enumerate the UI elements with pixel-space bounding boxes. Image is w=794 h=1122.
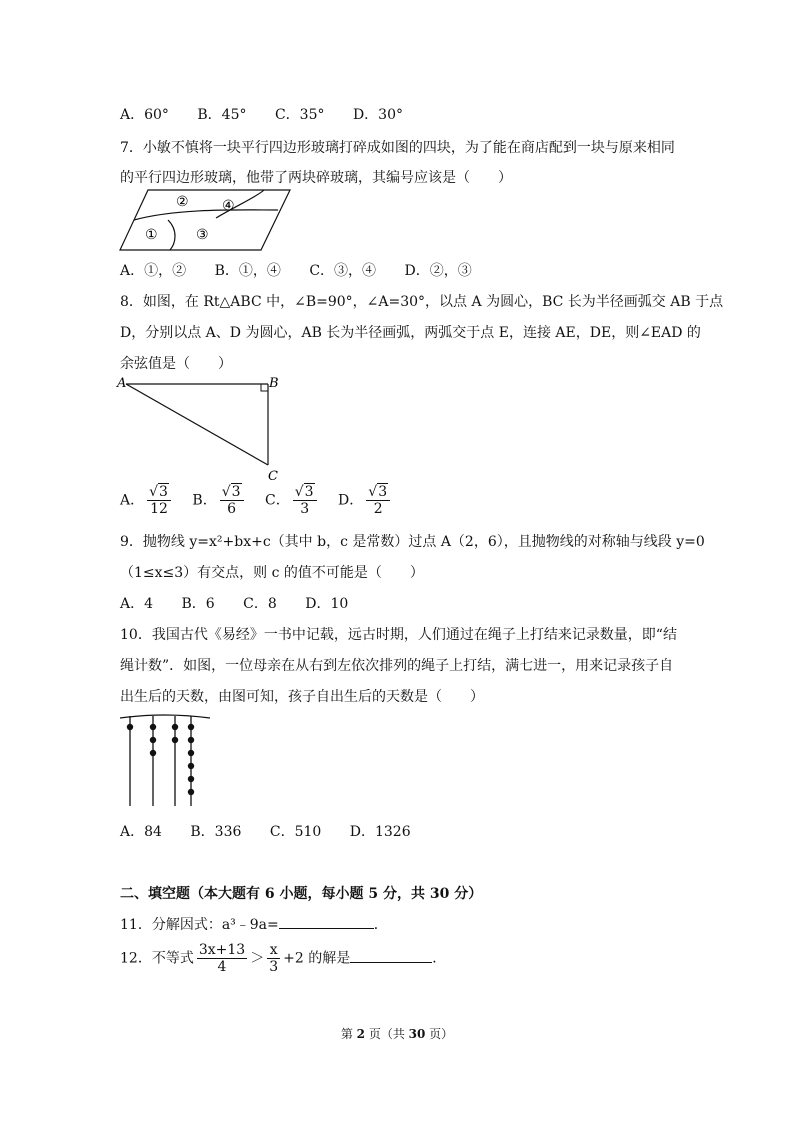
q7-stem-line1: 7．小敏不慎将一块平行四边形玻璃打碎成如图的四块，为了能在商店配到一块与原来相同	[120, 140, 675, 156]
knot-dot	[150, 724, 156, 730]
q8-option-c	[265, 484, 320, 517]
q8-option-d-denominator: 2	[373, 501, 383, 517]
q9-option-a: A．4	[120, 596, 154, 612]
piece-label-4: ④	[222, 198, 235, 214]
side-ac	[126, 384, 268, 465]
q11-answer-blank[interactable]	[279, 914, 374, 929]
q11-line	[120, 914, 388, 934]
q8-stem-line3: 余弦值是（ ）	[120, 356, 232, 372]
knot-dot	[188, 763, 194, 769]
q10-option-a: A．84	[120, 824, 162, 840]
sqrt-sign: √	[149, 484, 159, 500]
q11-prefix: 11．分解因式：a³﹣9a=	[120, 917, 279, 933]
page-footer	[0, 1025, 794, 1042]
footer-page-number: 2	[356, 1027, 365, 1041]
q12-fraction-2-denominator: 3	[269, 959, 279, 975]
q12-suffix: ．	[432, 950, 447, 967]
q9-option-c: C．8	[243, 596, 277, 612]
q6-option-b: B．45°	[197, 107, 247, 123]
knot-dot	[172, 737, 178, 743]
q11-suffix: ．	[373, 917, 388, 933]
q7-stem-line2: 的平行四边形玻璃，他带了两块碎玻璃，其编号应该是（ ）	[120, 170, 512, 186]
q9-option-b: B．6	[181, 596, 215, 612]
q12-fraction-1-numerator: 3x+13	[198, 942, 246, 958]
footer-mid: 页（共	[365, 1027, 409, 1041]
q8-stem-line1: 8．如图，在 Rt△ABC 中，∠B=90°，∠A=30°，以点 A 为圆心，BC 长为半径画弧交 AB 于点	[120, 294, 724, 310]
vertex-a: A	[117, 376, 127, 391]
q8-option-a-fraction	[147, 484, 171, 517]
q7-option-b: B．①，④	[214, 263, 281, 279]
q9-options	[120, 593, 372, 613]
q8-option-d-label: D．	[338, 492, 364, 509]
q10-options	[120, 821, 435, 841]
crack-line-2	[168, 220, 175, 250]
right-triangle-figure	[116, 374, 286, 484]
vertex-c: C	[268, 469, 278, 484]
q8-option-d-radicand: 3	[378, 484, 388, 500]
section-fill-in-title: 二、填空题（本大题有 6 小题，每小题 5 分，共 30 分）	[120, 886, 483, 902]
q9-stem-line1: 9．抛物线 y=x²+bx+c（其中 b，c 是常数）过点 A（2，6），且抛物线的对称轴与线段 y=0	[120, 534, 705, 550]
q12-middle: +2 的解是	[283, 950, 351, 967]
knot-dot	[150, 750, 156, 756]
q12-prefix: 12．不等式	[120, 950, 194, 967]
knot-dot	[188, 737, 194, 743]
knot-dot	[188, 789, 194, 795]
q12-line	[120, 942, 446, 975]
q8-option-b-denominator: 6	[227, 501, 237, 517]
q8-option-a	[120, 484, 174, 517]
q6-option-d: D．30°	[352, 107, 403, 123]
q8-option-c-label: C．	[265, 492, 290, 509]
knot-dot	[150, 737, 156, 743]
q9-option-d: D．10	[305, 596, 349, 612]
q10-stem-line1: 10．我国古代《易经》一书中记载，远古时期，人们通过在绳子上打结来记录数量，即“结	[120, 627, 677, 643]
q12-fraction-2	[267, 942, 280, 975]
knotted-ropes-figure	[118, 710, 213, 810]
knot-dot	[127, 724, 133, 730]
sqrt-sign: √	[221, 484, 231, 500]
q6-option-c: C．35°	[274, 107, 325, 123]
q6-options	[120, 104, 427, 124]
footer-pre: 第	[340, 1027, 357, 1041]
q12-fraction-2-numerator: x	[267, 942, 280, 959]
q12-fraction-1-denominator: 4	[217, 959, 227, 975]
q10-stem-line3: 出生后的天数，由图可知，孩子自出生后的天数是（ ）	[120, 689, 484, 705]
q7-option-c: C．③，④	[309, 263, 377, 279]
footer-post: 页）	[425, 1027, 454, 1041]
q6-option-a: A．60°	[120, 107, 169, 123]
q7-option-a: A．①，②	[120, 263, 187, 279]
rope-bar	[120, 715, 210, 718]
vertex-b: B	[269, 376, 279, 391]
q8-stem-line2: D，分别以点 A、D 为圆心，AB 长为半径画弧，两弧交于点 E，连接 AE，DE，则∠EAD 的	[120, 325, 701, 341]
knot-dot	[188, 750, 194, 756]
q12-answer-blank[interactable]	[350, 948, 432, 963]
q8-option-b-radicand: 3	[231, 484, 241, 500]
q10-option-c: C．510	[269, 824, 322, 840]
q10-option-b: B．336	[190, 824, 242, 840]
q10-option-d: D．1326	[349, 824, 411, 840]
q8-option-c-fraction	[293, 484, 317, 517]
q8-option-b-fraction	[220, 484, 244, 517]
q12-greater-than: ＞	[250, 950, 265, 967]
broken-parallelogram-figure	[118, 188, 293, 253]
right-angle-mark	[261, 384, 268, 391]
knot-dot	[188, 724, 194, 730]
q8-option-b-label: B．	[192, 492, 217, 509]
sqrt-sign: √	[368, 484, 378, 500]
q8-option-a-label: A．	[120, 492, 145, 509]
knot-dot	[172, 724, 178, 730]
q8-option-d-fraction	[366, 484, 390, 517]
q12-fraction-1	[197, 942, 247, 975]
q8-option-a-radicand: 3	[159, 484, 168, 500]
q8-options	[120, 484, 417, 517]
q7-option-d: D．②，③	[404, 263, 472, 279]
piece-label-2: ②	[176, 194, 189, 210]
q8-option-a-denominator: 12	[150, 501, 168, 517]
crack-line-1	[134, 210, 278, 220]
knot-dot	[188, 776, 194, 782]
q9-stem-line2: （1≤x≤3）有交点，则 c 的值不可能是（ ）	[120, 565, 424, 581]
sqrt-sign: √	[294, 484, 304, 500]
q10-stem-line2: 绳计数”．如图，一位母亲在从右到左依次排列的绳子上打结，满七进一，用来记录孩子自	[120, 658, 674, 674]
q7-options	[120, 260, 496, 280]
piece-label-1: ①	[145, 227, 158, 243]
q8-option-c-radicand: 3	[304, 484, 314, 500]
q8-option-d	[338, 484, 393, 517]
piece-label-3: ③	[196, 227, 209, 243]
footer-total-pages: 30	[408, 1027, 426, 1041]
q8-option-b	[192, 484, 246, 517]
q8-option-c-denominator: 3	[300, 501, 310, 517]
